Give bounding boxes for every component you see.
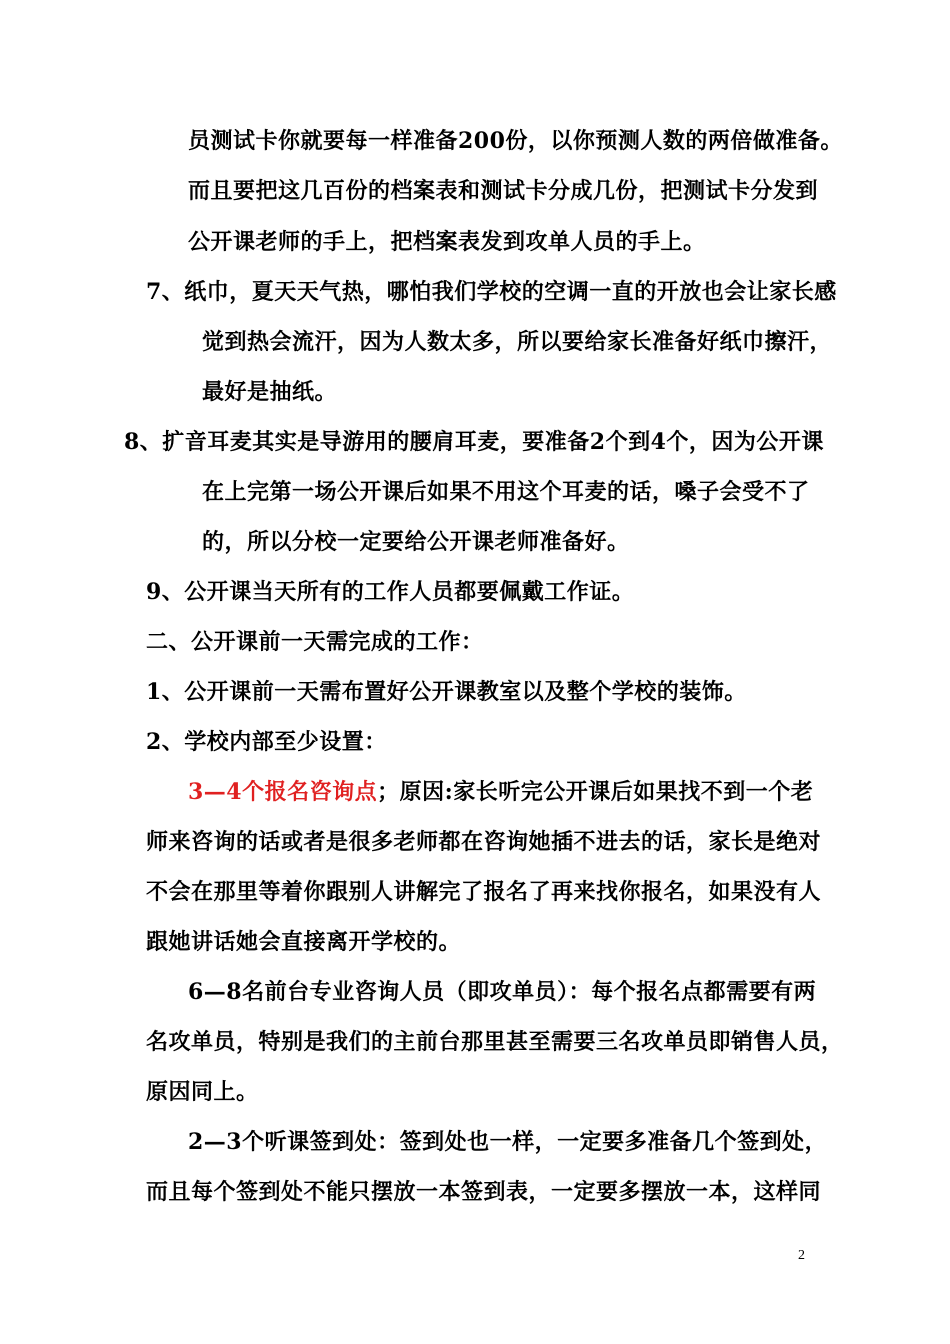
list-item-8-line-2: 在上完第一场公开课后如果不用这个耳麦的话，嗓子会受不了 [202, 479, 810, 505]
body-line-2: 而且要把这几百份的档案表和测试卡分成几份，把测试卡分发到 [188, 178, 819, 204]
consult-point-line-4: 跟她讲话她会直接离开学校的。 [146, 929, 462, 955]
sales-staff-line-2: 名攻单员，特别是我们的主前台那里甚至需要三名攻单员即销售人员， [146, 1029, 844, 1055]
consult-point-line-2: 师来咨询的话或者是很多老师都在咨询她插不进去的话，家长是绝对 [146, 829, 822, 855]
signin-desk-line-2: 而且每个签到处不能只摆放一本签到表，一定要多摆放一本，这样同 [146, 1179, 822, 1205]
consult-point-line-3: 不会在那里等着你跟别人讲解完了报名了再来找你报名，如果没有人 [146, 879, 822, 905]
sales-staff-line-3: 原因同上。 [146, 1079, 259, 1105]
list-item-8-line-3: 的，所以分校一定要给公开课老师准备好。 [202, 529, 630, 555]
list-item-7-line-2: 觉到热会流汗，因为人数太多，所以要给家长准备好纸巾擦汗， [202, 329, 833, 355]
body-line-3: 公开课老师的手上，把档案表发到攻单人员的手上。 [188, 229, 706, 255]
signin-desk-line-1: 2—3个听课签到处：签到处也一样，一定要多准备几个签到处， [188, 1129, 828, 1155]
list-item-9: 9、公开课当天所有的工作人员都要佩戴工作证。 [146, 579, 635, 605]
body-line-1: 员测试卡你就要每一样准备200份，以你预测人数的两倍做准备。 [188, 128, 843, 154]
list-item-7-line-1: 7、纸巾，夏天天气热，哪怕我们学校的空调一直的开放也会让家长感 [146, 279, 837, 305]
list-item-7-line-3: 最好是抽纸。 [202, 379, 338, 405]
section-2-item-2: 2、学校内部至少设置： [146, 729, 387, 755]
sales-staff-line-1: 6—8名前台专业咨询人员（即攻单员）：每个报名点都需要有两 [188, 979, 817, 1005]
page-number: 2 [798, 1248, 805, 1263]
section-2-item-1: 1、公开课前一天需布置好公开课教室以及整个学校的装饰。 [146, 679, 747, 705]
section-heading-2: 二、公开课前一天需完成的工作： [146, 629, 484, 655]
consult-point-reason: ；原因:家长听完公开课后如果找不到一个老 [377, 779, 814, 805]
list-item-8-line-1: 8、扩音耳麦其实是导游用的腰肩耳麦，要准备2个到4个，因为公开课 [124, 429, 824, 455]
consult-point-line-1 [188, 777, 813, 807]
consult-point-highlight: 3—4个报名咨询点 [188, 779, 378, 805]
